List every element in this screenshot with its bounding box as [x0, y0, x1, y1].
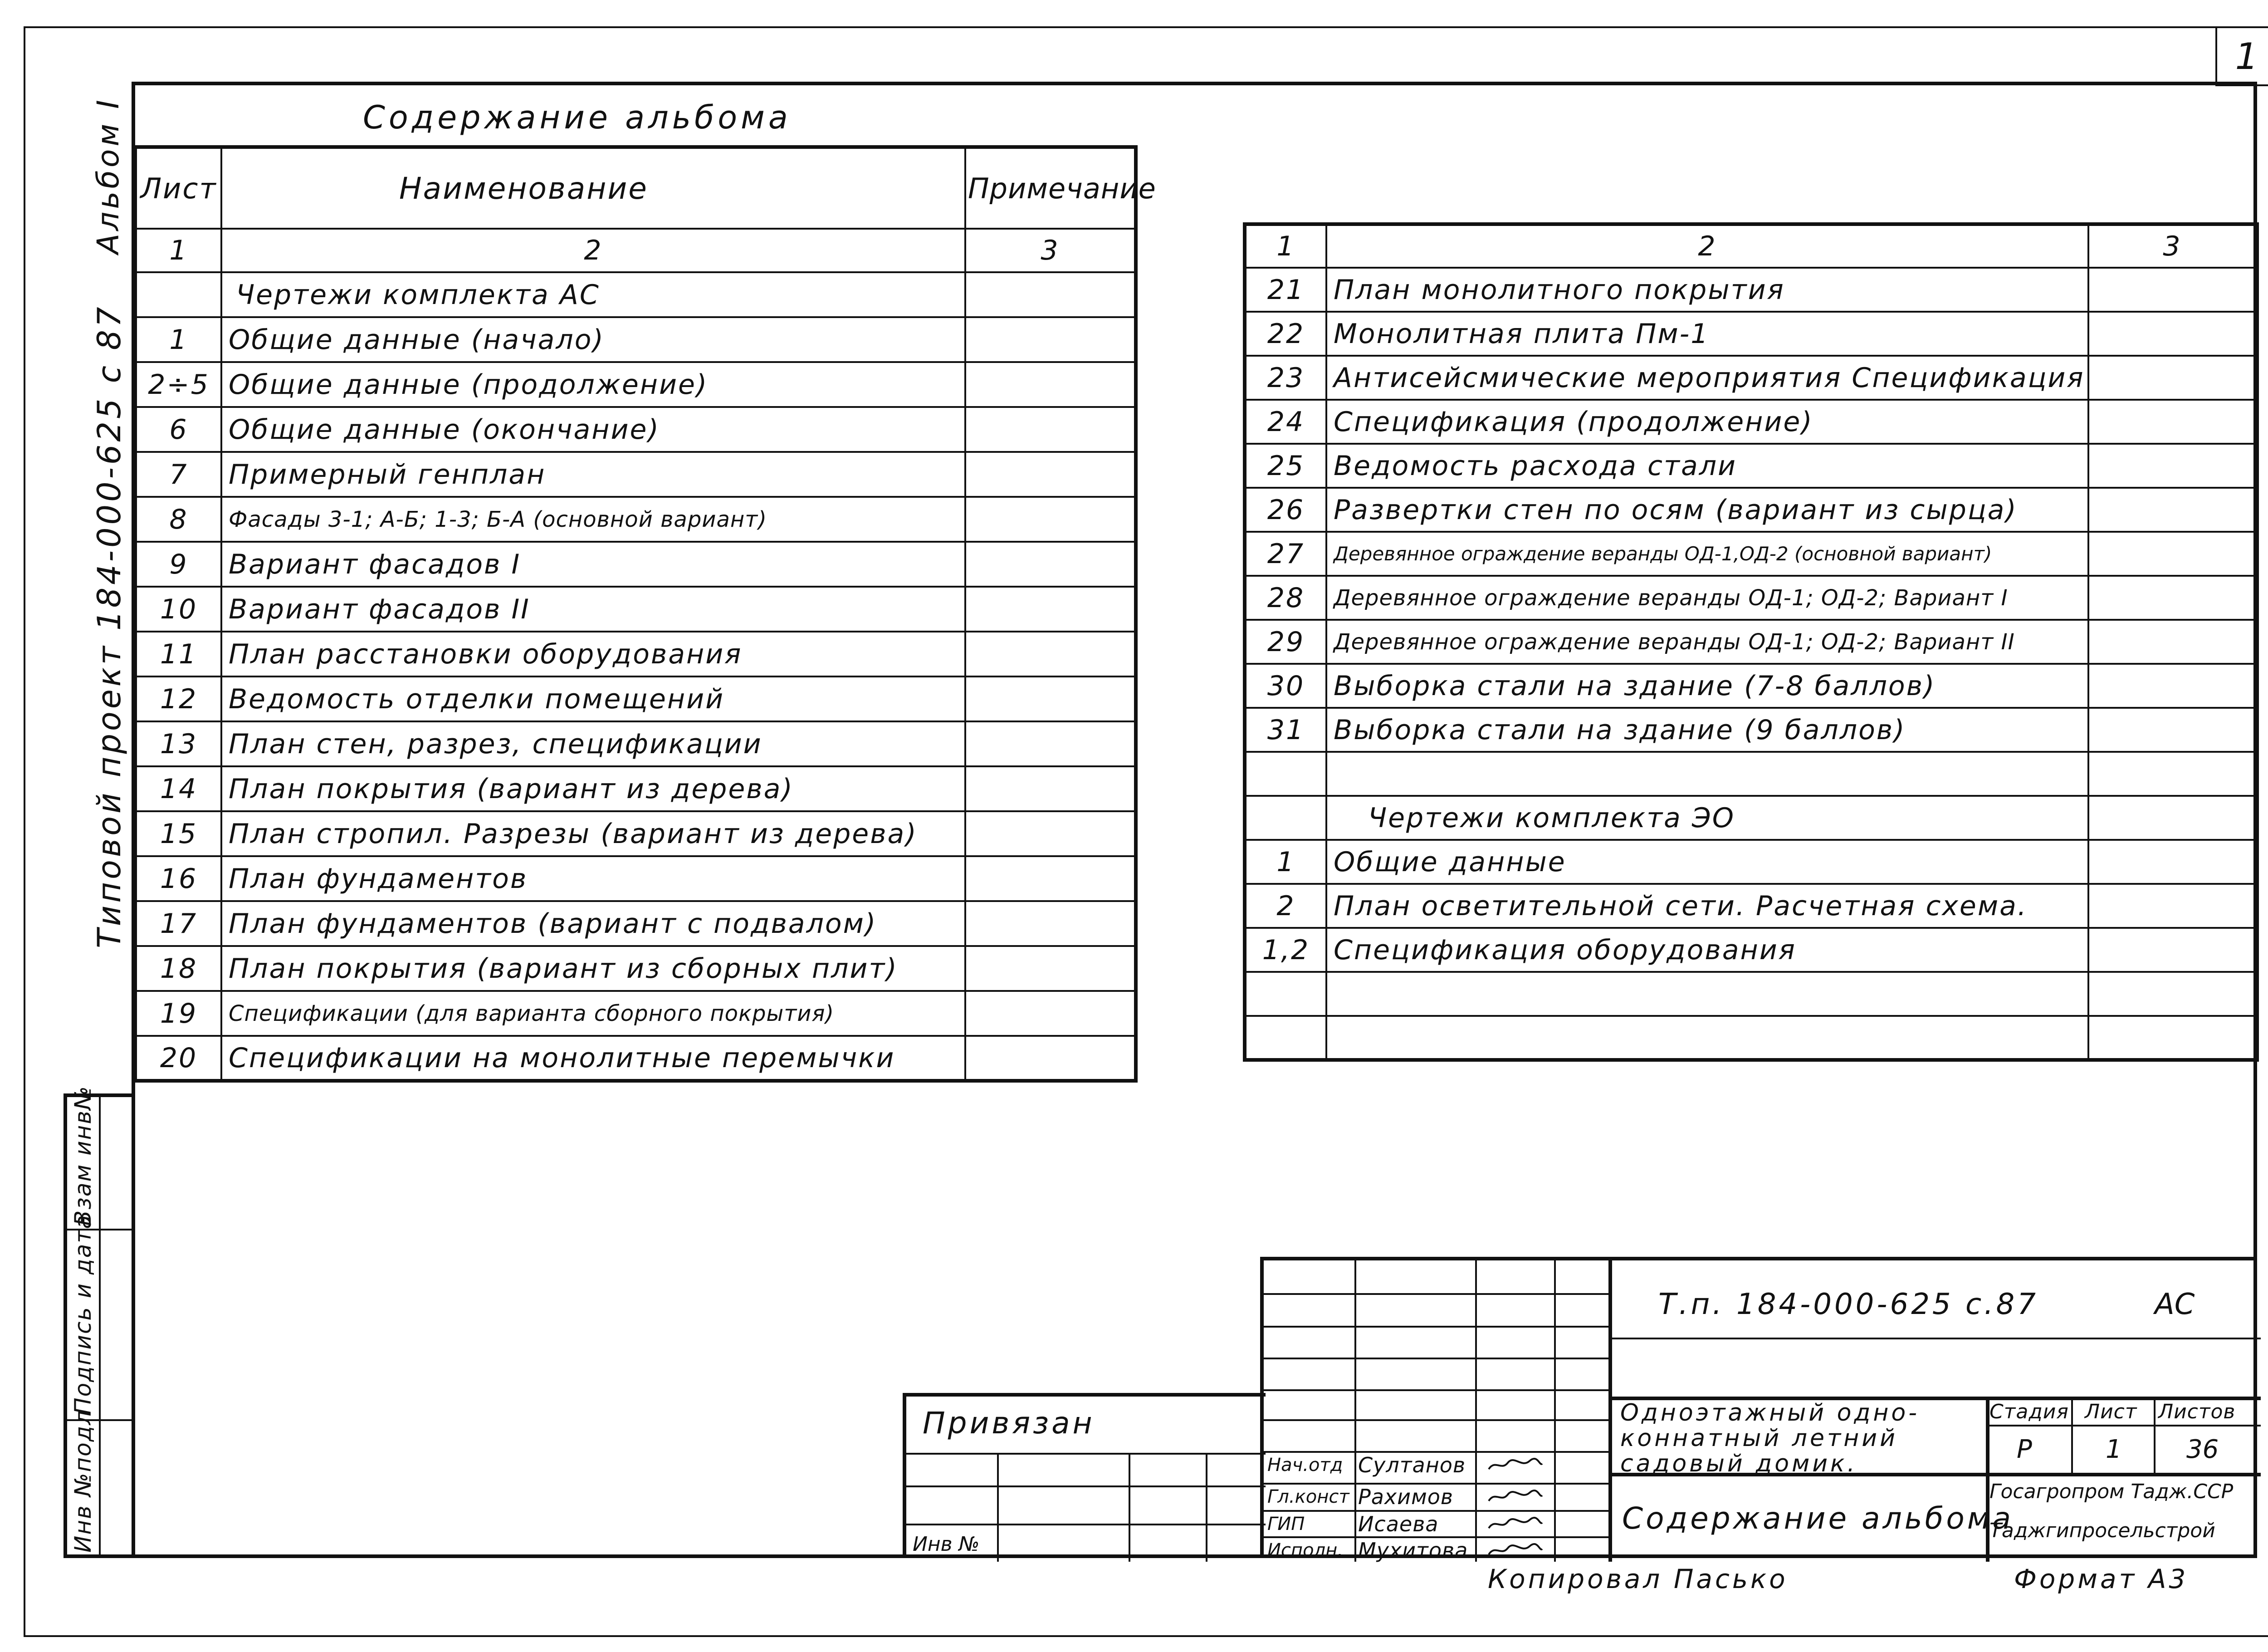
table-row: [135, 632, 1136, 676]
row-title: Ведомость расхода стали: [1326, 444, 2088, 488]
row-note: [2088, 312, 2257, 356]
row-note: [965, 676, 1136, 721]
table-row: [135, 362, 1136, 407]
row-title: Деревянное ограждение веранды ОД-1,ОД-2 (основной вариант): [1326, 532, 2088, 576]
row-note: [2088, 752, 2257, 796]
col-header-name: Наименование: [221, 147, 965, 229]
table-row: [1245, 532, 2257, 576]
row-note: [965, 587, 1136, 632]
table-row: [135, 721, 1136, 766]
signature: [1486, 1516, 1545, 1530]
document-code: Т.п. 184-000-625 с.87: [1658, 1288, 2038, 1321]
table-row: [135, 542, 1136, 587]
col-header-sheet: Лист: [135, 147, 221, 229]
document-mark: АС: [2155, 1288, 2195, 1321]
original-inv-label: Инв №подл: [70, 1409, 96, 1553]
row-title: План стропил. Разрезы (вариант из дерева): [221, 811, 965, 856]
row-sheet-number: 28: [1245, 576, 1326, 620]
table-row: [135, 856, 1136, 901]
row-title: План фундаментов: [221, 856, 965, 901]
contents-table-right: [1243, 222, 2259, 1062]
row-sheet-number: [135, 272, 221, 317]
table-row: [135, 1036, 1136, 1081]
row-note: [2088, 356, 2257, 400]
album-label: Альбом I: [91, 97, 126, 254]
row-title: Деревянное ограждение веранды ОД-1; ОД-2; Вариант I: [1326, 576, 2088, 620]
row-title: Спецификация оборудования: [1326, 928, 2088, 972]
row-note: [2088, 664, 2257, 708]
row-sheet-number: 29: [1245, 620, 1326, 664]
binding-inv-label: Инв №: [913, 1533, 980, 1556]
row-note: [2088, 1016, 2257, 1060]
table-row: [1245, 268, 2257, 312]
row-note: [965, 632, 1136, 676]
table-row: [135, 587, 1136, 632]
row-title: Спецификации на монолитные перемычки: [221, 1036, 965, 1081]
row-sheet-number: 31: [1245, 708, 1326, 752]
row-sheet-number: 15: [135, 811, 221, 856]
table-row: [1245, 840, 2257, 884]
row-sheet-number: 26: [1245, 488, 1326, 532]
stamp-name: Мухитова: [1358, 1538, 1468, 1563]
contents-title: Содержание альбома: [363, 99, 792, 136]
stamp-role: ГИП: [1267, 1514, 1305, 1534]
table-row: [1245, 312, 2257, 356]
row-note: [965, 362, 1136, 407]
row-sheet-number: 19: [135, 991, 221, 1036]
signature: [1486, 1489, 1545, 1503]
table-row: [1245, 884, 2257, 928]
signature: [1486, 1543, 1545, 1556]
row-note: [2088, 268, 2257, 312]
stamp-role: Гл.конст: [1267, 1486, 1349, 1507]
col-header-note: Примечание: [965, 147, 1136, 229]
table-row: [1245, 972, 2257, 1016]
row-note: [965, 497, 1136, 542]
row-note: [2088, 840, 2257, 884]
row-sheet-number: 1,2: [1245, 928, 1326, 972]
sheet-value: 1: [2106, 1435, 2122, 1464]
row-sheet-number: 1: [135, 317, 221, 362]
row-sheet-number: [1245, 752, 1326, 796]
table-row: [1245, 664, 2257, 708]
side-stamp: [64, 1085, 135, 1558]
row-title: Общие данные (начало): [221, 317, 965, 362]
row-note: [965, 317, 1136, 362]
table-row: [1245, 576, 2257, 620]
project-label: Типовой проект 184-000-625 с 87: [91, 304, 128, 948]
row-title: Ведомость отделки помещений: [221, 676, 965, 721]
row-note: [2088, 532, 2257, 576]
row-note: [2088, 488, 2257, 532]
row-title: [1326, 1016, 2088, 1060]
row-note: [965, 901, 1136, 946]
row-sheet-number: 27: [1245, 532, 1326, 576]
row-title: Чертежи комплекта АС: [221, 272, 965, 317]
row-title: Выборка стали на здание (9 баллов): [1326, 708, 2088, 752]
table-row: [1245, 928, 2257, 972]
table-row: [135, 991, 1136, 1036]
row-note: [965, 272, 1136, 317]
row-title: Вариант фасадов I: [221, 542, 965, 587]
row-title: Фасады 3-1; А-Б; 1-3; Б-А (основной вариант): [221, 497, 965, 542]
sheet-number: 1: [2235, 35, 2258, 78]
table-row: [135, 497, 1136, 542]
row-sheet-number: 17: [135, 901, 221, 946]
stamp-name: Исаева: [1358, 1512, 1439, 1536]
row-sheet-number: 11: [135, 632, 221, 676]
sheet-title: Содержание альбома: [1622, 1501, 2014, 1536]
row-title: План монолитного покрытия: [1326, 268, 2088, 312]
row-sheet-number: 10: [135, 587, 221, 632]
row-sheet-number: 21: [1245, 268, 1326, 312]
row-note: [2088, 972, 2257, 1016]
sheet-label: Лист: [2085, 1400, 2137, 1423]
row-sheet-number: 24: [1245, 400, 1326, 444]
table-row: [135, 766, 1136, 811]
table-row: [135, 901, 1136, 946]
row-sheet-number: 30: [1245, 664, 1326, 708]
contents-table-left: [133, 145, 1156, 1083]
row-title: План расстановки оборудования: [221, 632, 965, 676]
row-title: Деревянное ограждение веранды ОД-1; ОД-2; Вариант II: [1326, 620, 2088, 664]
row-sheet-number: [1245, 796, 1326, 840]
row-sheet-number: 22: [1245, 312, 1326, 356]
copied-by: Копировал Пасько: [1488, 1564, 1788, 1594]
row-note: [965, 856, 1136, 901]
table-row: [135, 407, 1136, 452]
stage-label: Стадия: [1989, 1400, 2069, 1423]
table-row: [1245, 400, 2257, 444]
row-title: Антисейсмические мероприятия Спецификация: [1326, 356, 2088, 400]
row-note: [965, 542, 1136, 587]
row-sheet-number: 12: [135, 676, 221, 721]
row-title: Общие данные: [1326, 840, 2088, 884]
table-row: [1245, 620, 2257, 664]
sheets-label: Листов: [2158, 1400, 2236, 1423]
row-sheet-number: 16: [135, 856, 221, 901]
table-row: [135, 946, 1136, 991]
row-title: Спецификации (для варианта сборного покрытия): [221, 991, 965, 1036]
row-sheet-number: [1245, 1016, 1326, 1060]
table-row: [135, 317, 1136, 362]
row-title: Общие данные (продолжение): [221, 362, 965, 407]
paper-format: Формат А3: [2014, 1564, 2189, 1594]
table-row: [1245, 752, 2257, 796]
row-sheet-number: 20: [135, 1036, 221, 1081]
stamp-name: Султанов: [1358, 1453, 1466, 1477]
binding-block: [903, 1393, 1266, 1558]
row-note: [2088, 400, 2257, 444]
row-title: Чертежи комплекта ЭО: [1326, 796, 2088, 840]
row-note: [965, 452, 1136, 497]
row-note: [2088, 576, 2257, 620]
row-sheet-number: 8: [135, 497, 221, 542]
organization-1: Госагропром Тадж.ССР: [1989, 1480, 2234, 1503]
col-number-row: 1 2 3: [135, 229, 1136, 272]
table-row: [1245, 444, 2257, 488]
table-row: [135, 811, 1136, 856]
table-row: [135, 676, 1136, 721]
stamp-role: Исполн.: [1267, 1540, 1343, 1561]
row-note: [965, 721, 1136, 766]
row-title: [1326, 752, 2088, 796]
row-sheet-number: 25: [1245, 444, 1326, 488]
signature-date-label: Подпись и дата: [70, 1214, 96, 1415]
row-sheet-number: 1: [1245, 840, 1326, 884]
row-title: План покрытия (вариант из дерева): [221, 766, 965, 811]
table-row: [135, 452, 1136, 497]
row-note: [965, 1036, 1136, 1081]
sheet-number-box: [2215, 26, 2268, 86]
row-title: [1326, 972, 2088, 1016]
row-title: Выборка стали на здание (7-8 баллов): [1326, 664, 2088, 708]
stamp-role: Нач.отд: [1267, 1455, 1343, 1476]
row-sheet-number: 23: [1245, 356, 1326, 400]
row-note: [965, 991, 1136, 1036]
row-sheet-number: 7: [135, 452, 221, 497]
stage-value: Р: [2017, 1435, 2032, 1464]
row-sheet-number: 18: [135, 946, 221, 991]
row-title: Спецификация (продолжение): [1326, 400, 2088, 444]
sheets-value: 36: [2186, 1435, 2219, 1464]
row-sheet-number: [1245, 972, 1326, 1016]
row-sheet-number: 2: [1245, 884, 1326, 928]
row-note: [2088, 620, 2257, 664]
row-note: [2088, 928, 2257, 972]
stamp-name: Рахимов: [1358, 1485, 1454, 1509]
title-block: [1260, 1257, 2257, 1563]
object-description: Одноэтажный одно-коннатный летний садовый домик.: [1620, 1399, 1920, 1477]
row-title: Развертки стен по осям (вариант из сырца): [1326, 488, 2088, 532]
table-row: [1245, 356, 2257, 400]
row-sheet-number: 9: [135, 542, 221, 587]
row-note: [2088, 444, 2257, 488]
organization-2: Таджгипросельстрой: [1989, 1519, 2215, 1542]
row-title: План фундаментов (вариант с подвалом): [221, 901, 965, 946]
row-title: План стен, разрез, спецификации: [221, 721, 965, 766]
row-note: [2088, 884, 2257, 928]
table-row: [135, 272, 1136, 317]
row-note: [965, 811, 1136, 856]
row-sheet-number: 6: [135, 407, 221, 452]
row-note: [965, 407, 1136, 452]
replaced-inv-label: Взам инв№: [70, 1085, 96, 1226]
row-title: Монолитная плита Пм-1: [1326, 312, 2088, 356]
binding-label: Привязан: [923, 1406, 1095, 1441]
table-row: [1245, 1016, 2257, 1060]
header-row: [135, 147, 1136, 229]
table-row: [1245, 488, 2257, 532]
row-note: [2088, 708, 2257, 752]
row-title: План покрытия (вариант из сборных плит): [221, 946, 965, 991]
col-number-row: 1 2 3: [1245, 224, 2257, 268]
row-sheet-number: 13: [135, 721, 221, 766]
row-sheet-number: 14: [135, 766, 221, 811]
row-title: Примерный генплан: [221, 452, 965, 497]
row-note: [965, 946, 1136, 991]
row-title: План осветительной сети. Расчетная схема.: [1326, 884, 2088, 928]
row-title: Вариант фасадов II: [221, 587, 965, 632]
row-note: [965, 766, 1136, 811]
row-note: [2088, 796, 2257, 840]
row-sheet-number: 2÷5: [135, 362, 221, 407]
table-row: [1245, 796, 2257, 840]
signature: [1486, 1457, 1545, 1471]
row-title: Общие данные (окончание): [221, 407, 965, 452]
table-row: [1245, 708, 2257, 752]
